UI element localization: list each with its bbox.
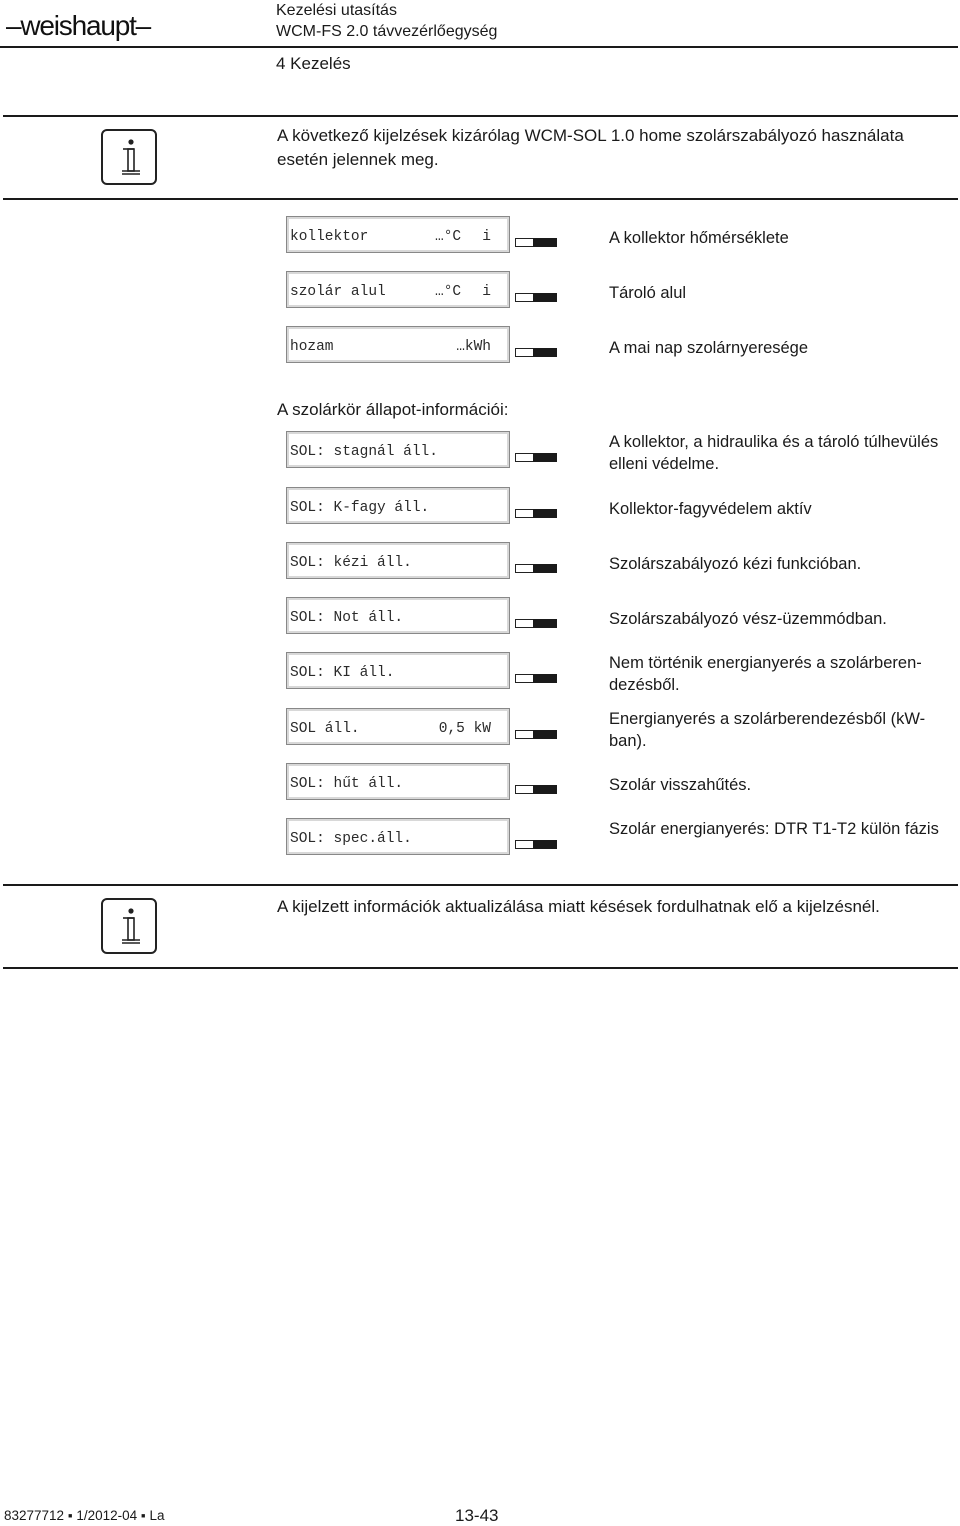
key-symbol-icon — [515, 785, 557, 794]
lcd-text-left: SOL áll. — [290, 721, 360, 737]
key-symbol-icon — [515, 293, 557, 302]
row-description: Szolár visszahűtés. — [609, 776, 752, 794]
lcd-text-left: SOL: spec.áll. — [290, 831, 412, 847]
lcd-display — [286, 271, 510, 308]
lcd-display — [286, 431, 510, 468]
note-top-rule-upper — [3, 115, 958, 117]
lcd-text-right: i — [482, 229, 491, 245]
lcd-text-right: 0,5 kW — [438, 721, 491, 737]
note-bottom-text: A kijelzett információk aktualizálása miatt késések fordulhatnak elő a kijelzésnél. — [277, 897, 880, 916]
row-description: A mai nap szolárnyeresége — [609, 339, 809, 357]
lcd-text-left: SOL: hűt áll. — [290, 776, 404, 792]
row-description: Szolár energianyerés: DTR T1-T2 külön fázis — [609, 820, 939, 838]
lcd-text-left: SOL: stagnál áll. — [290, 444, 438, 460]
lcd-display — [286, 708, 510, 745]
row-description: Tároló alul — [609, 284, 687, 302]
lcd-text-value: …°C — [435, 284, 462, 300]
lcd-display — [286, 763, 510, 800]
note-top-text: A következő kijelzések kizárólag WCM-SOL 1.0 home szolárszabályozó használata esetén jelennek meg. — [277, 126, 904, 169]
row-description: Kollektor-fagyvédelem aktív — [609, 500, 812, 518]
lcd-display — [286, 216, 510, 253]
key-symbol-icon — [515, 453, 557, 462]
info-icon — [101, 129, 157, 185]
note-top-rule-lower — [3, 198, 958, 200]
row-description: Energianyerés a szolárberendezésből (kW-ban). — [609, 710, 926, 750]
key-symbol-icon — [515, 840, 557, 849]
lcd-display — [286, 542, 510, 579]
row-description: Nem történik energianyerés a szolárberen-dezésből. — [609, 654, 922, 694]
lcd-text-left: SOL: Not áll. — [290, 610, 404, 626]
note-bottom-rule-upper — [3, 884, 958, 886]
lcd-display — [286, 487, 510, 524]
key-symbol-icon — [515, 238, 557, 247]
section-title: 4 Kezelés — [276, 54, 351, 73]
header-rule — [0, 46, 958, 48]
key-symbol-icon — [515, 619, 557, 628]
lcd-text-left: SOL: KI áll. — [290, 665, 395, 681]
footer-doc-number: 83277712 ▪ 1/2012-04 ▪ La — [4, 1508, 165, 1523]
lcd-text-left: SOL: K-fagy áll. — [290, 500, 430, 516]
row-description: Szolárszabályozó vész-üzemmódban. — [609, 610, 887, 628]
row-description: A kollektor, a hidraulika és a tároló túlhevülés elleni védelme. — [609, 433, 939, 473]
key-symbol-icon — [515, 674, 557, 683]
lcd-display — [286, 652, 510, 689]
lcd-display — [286, 597, 510, 634]
row-description: A kollektor hőmérséklete — [609, 229, 789, 247]
lcd-text-value: …°C — [435, 229, 462, 245]
row-description: Szolárszabályozó kézi funkcióban. — [609, 555, 862, 573]
document-subtitle: WCM-FS 2.0 távvezérlőegység — [276, 23, 498, 40]
lcd-display — [286, 326, 510, 363]
lcd-text-left: kollektor — [290, 229, 369, 245]
key-symbol-icon — [515, 509, 557, 518]
info-icon — [101, 898, 157, 954]
key-symbol-icon — [515, 730, 557, 739]
page-number: 13-43 — [455, 1506, 499, 1525]
lcd-text-right: i — [482, 284, 491, 300]
lcd-text-right: …kWh — [456, 339, 491, 355]
document-title: Kezelési utasítás — [276, 2, 397, 19]
note-bottom-rule-lower — [3, 967, 958, 969]
lcd-display — [286, 818, 510, 855]
key-symbol-icon — [515, 348, 557, 357]
lcd-text-left: SOL: kézi áll. — [290, 555, 412, 571]
lcd-text-left: hozam — [290, 339, 334, 355]
weishaupt-logo: –weishaupt– — [6, 10, 151, 41]
status-heading: A szolárkör állapot-információi: — [277, 400, 509, 419]
key-symbol-icon — [515, 564, 557, 573]
lcd-text-left: szolár alul — [290, 284, 386, 300]
